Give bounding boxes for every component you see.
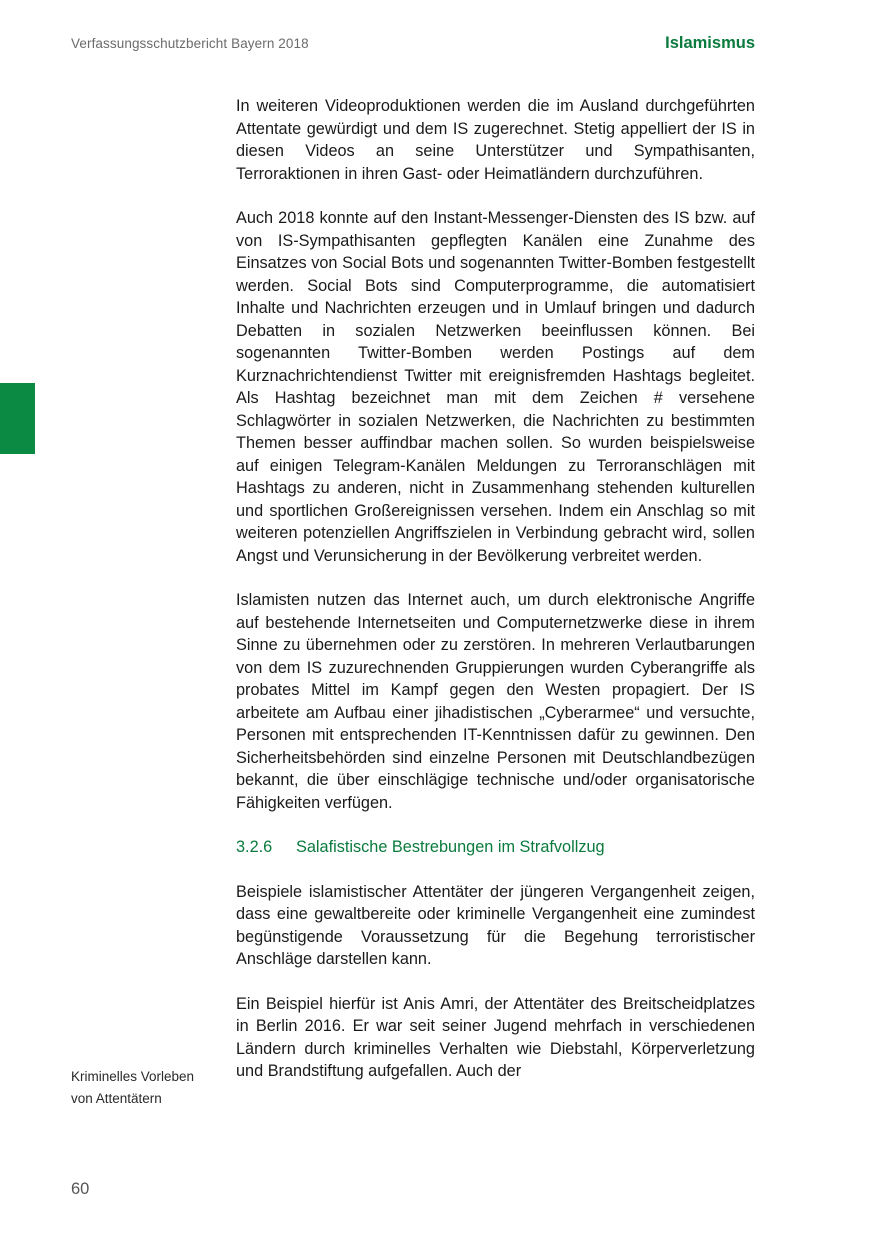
page-number: 60 [71,1180,90,1198]
running-header-chapter: Islamismus [665,34,755,52]
paragraph-video-productions: In weiteren Videoproduktionen werden die im Ausland durchgeführten Attentate gewürdigt und dem IS zugerechnet. Stetig appelliert der IS in diesen Videos an seine Unterstützer und Sympathisanten, Terroraktionen in ihren Gast- oder Heimatländern durchzuführen. [236,97,755,183]
main-text-column [236,95,755,1105]
section-heading [236,836,755,859]
paragraph-cyber-attacks: Islamisten nutzen das Internet auch, um durch elektronische Angriffe auf bestehende Internetseiten und Computernetzwerke diese in ihrem Sinne zu übernehmen oder zu zerstören. In mehreren Verlautbarungen von dem IS zuzurechnenden Gruppierungen wurden Cyberangriffe als probates Mittel im Kampf gegen den Westen propagiert. Der IS arbeitete am Aufbau einer jihadistischen „Cyberarmee“ und versuchte, Personen mit entsprechenden IT-Kenntnissen dafür zu gewinnen. Den Sicherheitsbehörden sind einzelne Personen mit Deutschlandbezügen bekannt, die über einschlägige technische und/oder organisatorische Fähigkeiten verfügen. [236,591,755,812]
section-number: 3.2.6 [236,838,273,856]
margin-note-line: von Attentätern [71,1090,162,1106]
chapter-tab-marker [0,383,35,454]
paragraph-anis-amri: Ein Beispiel hierfür ist Anis Amri, der Attentäter des Breitscheidplatzes in Berlin 2016. Er war seit seiner Jugend mehrfach in verschiedenen Ländern durch kriminelles Verhalten wie Diebstahl, Körperverletzung und Brandstiftung aufgefallen. Auch der [236,994,755,1080]
margin-note-line: Kriminelles Vorleben [71,1069,195,1084]
running-header-publication: Verfassungsschutzbericht Bayern 2018 [71,36,309,51]
paragraph-social-bots: Auch 2018 konnte auf den Instant-Messenger-Diensten des IS bzw. auf von IS-Sympathisanten gepflegten Kanälen eine Zunahme des Einsatzes von Social Bots und sogenannten Twitter-Bomben festgestellt werden. Social Bots sind Computerprogramme, die automatisiert Inhalte und Nachrichten erzeugen und in Umlauf bringen und dadurch Debatten in sozialen Netzwerken beeinflussen können. Bei sogenannten Twitter-Bomben werden Postings auf dem Kurznachrichtendienst Twitter mit ereignisfremden Hashtags begleitet. Als Hashtag bezeichnet man mit dem Zeichen # versehene Schlagwörter in sozialen Netzwerken, die Nachrichten zu bestimmten Themen besser auffindbar machen sollen. So wurden beispielsweise auf einigen Telegram-Kanälen Meldungen zu Terroranschlägen mit Hashtags zu anderen, nicht in Zusammenhang stehenden kulturellen und sportlichen Großereignissen versehen. Indem ein Anschlag so mit weiteren potenziellen Angriffszielen in Verbindung gebracht wird, sollen Angst und Verunsicherung in der Bevölkerung verbreitet werden. [236,209,755,565]
margin-note [71,1066,221,1109]
section-title: Salafistische Bestrebungen im Strafvollzug [296,838,605,856]
paragraph-criminal-past: Beispiele islamistischer Attentäter der jüngeren Vergangenheit zeigen, dass eine gewaltbereite oder kriminelle Vergangenheit eine zumindest begünstigende Voraussetzung für die Begehung terroristischer Anschläge darstellen kann. [236,882,755,968]
